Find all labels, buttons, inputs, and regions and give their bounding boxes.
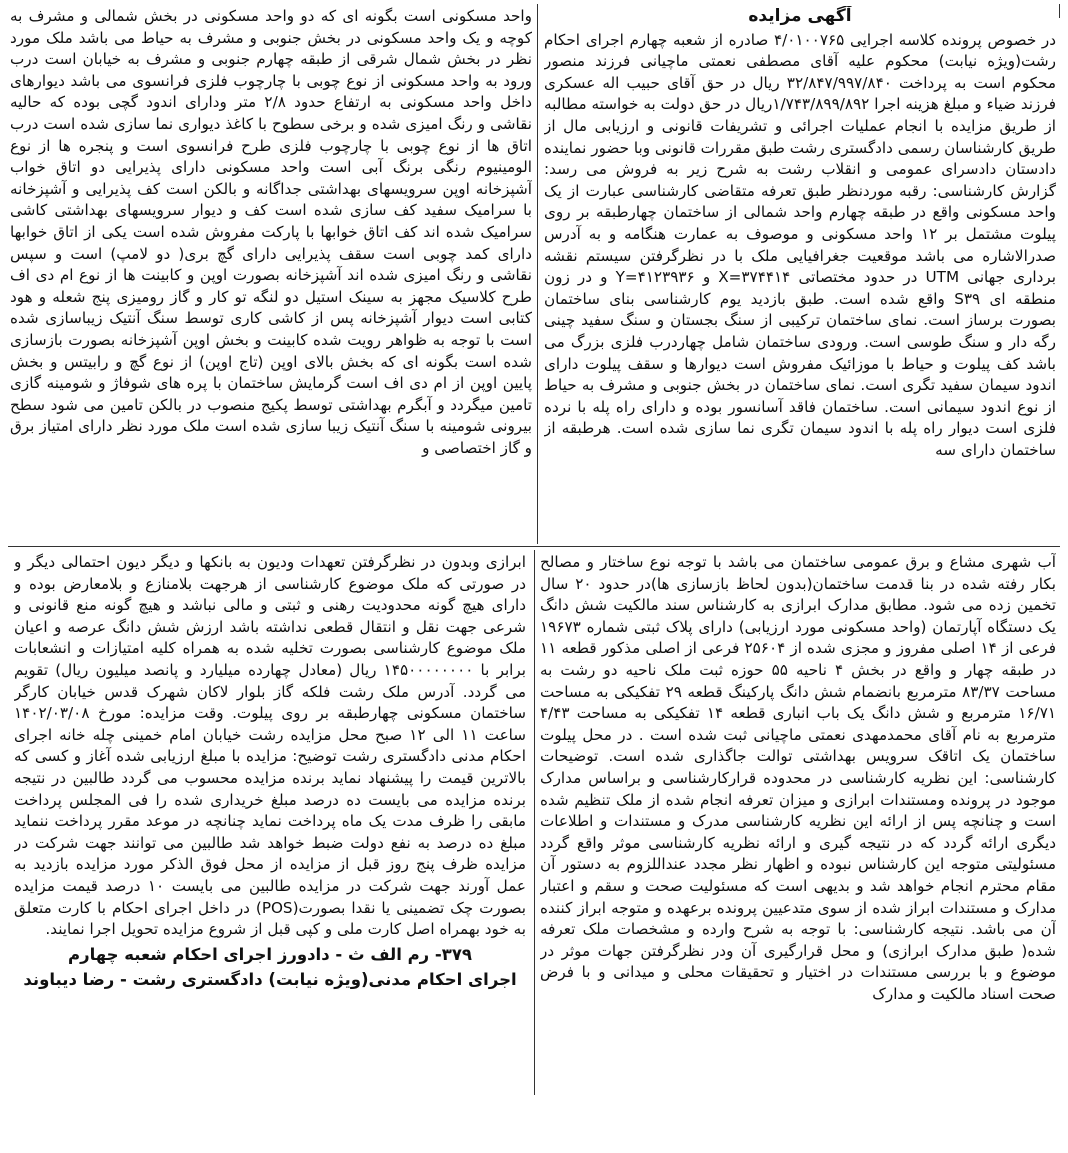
notice-intro-text: در خصوص پرونده کلاسه اجرایی ۴/۰۱۰۰۷۶۵ صادره از شعبه چهارم اجرای احکام رشت(ویژه نیابت) محکوم علیه آقای مصطفی نعمتی ماچیانی فرزند منصور محکوم است به پرداخت ۳۲/۸۴۷/۹۹۷/۸۴۰ ریال در حق آقای حبیب اله عسکری فرزند ضیاء و مبلغ هزینه اجرا ۱/۷۴۳/۸۹۹/۸۹۲ریال در حق دولت به خواسته مطالبه از طریق مزایده با انجام عملیات اجرائی و تشریفات قانونی و ارزیابی مال از طریق کارشناسان رسمی دادگستری رشت طبق مقررات قانونی وبا حضور نماینده دادستان دادسرای عمومی و انقلاب رشت به شرح زیر به فروش می رسد: گزارش کارشناسی: رقبه موردنظر طبق تعرفه متقاضی کارشناسی عبارت از یک واحد مسکونی واقع در طبقه چهارم واحد شمالی از ساختمان چهارطبقه بر روی پیلوت مشتمل بر ۱۲ واحد مسکونی و موصوف به عمارت هنگامه و به آدرس صدرالاشاره می باشد موقعیت جغرافیایی ملک با در نظرگرفتن سیستم نقشه برداری جهانی UTM در حدود مختصاتی X=۳۷۴۴۱۴ و Y=۴۱۲۳۹۳۶ و در زون منطقه ای S۳۹ واقع شده است. طبق بازدید یوم کارشناسی بنای ساختمان بصورت برساز است. نمای ساختمان ترکیبی از سنگ بجستان و سنگ سفید چینی رگه دار و سنگ طوسی است. ورودی ساختمان شامل چهاردرب فلزی بزرگ می باشد کف پیلوت و حیاط با موزائیک مفروش است دیوارها و سقف پیلوت دارای اندود سیمان سفید تگری است. نمای ساختمان در بخش جنوبی و مشرف به حیاط از نوع اندود سیمانی است. ساختمان فاقد آسانسور بوده و دارای راه پله با نرده فلزی است دیوار راه پله با اندود سیمان تگری نما سازی شده است. هرطبقه از ساختمان دارای سه xyxy=(544,30,1056,459)
property-description-text: واحد مسکونی است بگونه ای که دو واحد مسکونی در بخش شمالی و مشرف به کوچه و یک واحد مسکونی در بخش جنوبی و مشرف به حیاط می باشد ملک مورد نظر در بخش شمال شرقی از طبقه چهارم جنوبی و مشرف به خیابان است درب ورود به واحد مسکونی از نوع چوبی با چارچوب فلزی فرانسوی می باشد دیوارهای داخل واحد مسکونی به ارتفاع حدود ۲/۸ متر ودارای اندود گچی بوده که حالیه نقاشی و رنگ امیزی شده و برخی سطوح با کاغذ دیواری نما سازی شده است درب اتاق ها از نوع چوبی با چارچوب فلزی طرح فرانسوی است و پنجره ها از نوع الومینیوم رنگی برنگ آبی است واحد مسکونی دارای پذیرایی دو اتاق خواب آشپزخانه اوپن سرویسهای بهداشتی جداگانه و بالکن است کف پذیرایی و آشپزخانه با سرامیک سفید کف سازی شده است کف و دیوار سرویسهای بهداشتی کاشی سرامیک شده اند کف اتاق خوابها با پارکت مفروش شده است یکی از اتاق خوابها دارای کمد چوبی است سقف پذیرایی دارای گچ بری( دو لامپ) است و سپس نقاشی و رنگ امیزی شده اند آشپزخانه بصورت اوپن و کابینت ها از نوع ام دی اف طرح کلاسیک مجهز به سینک استیل دو لنگه تو کار و گاز رومیزی پنج شعله و هود کتابی است دیوار آشپزخانه پس از کاشی کاری توسط سنگ آنتیک زیباسازی شده است با توجه به ظواهر رویت شده کابینت و بخش اوپن آشپزخانه بصورت بازسازی شده است بگونه ای که بخش بالای اوپن (تاج اوپن) از نوع گچ و رابیتس و بخش پایین اوپن از ام دی اف است گرمایش ساختمان با پره های شوفاژ و شومینه گازی تامین میگردد و آبگرم بهداشتی توسط پکیج منصوب در بالکن تامین می شود سطح بیرونی شومینه با سنگ آنتیک زیبا سازی شده است ملک مورد نظر دارای امتیاز برق و گاز اختصاصی و xyxy=(10,7,532,457)
column-top-left xyxy=(10,6,532,544)
expert-report-text: آب شهری مشاع و برق عمومی ساختمان می باشد با توجه نوع ساختار و مصالح بکار رفته شده در بنا قدمت ساختمان(بدون لحاظ بازسازی ها)در حدود ۲۰ سال تخمین زده می شود. مطابق مدارک ابرازی به کارشناس سند مالکیت شش دانگ یک دستگاه آپارتمان (واحد مسکونی مورد ارزیابی) دارای پلاک ثبتی شماره ۱۹۶۷۳ فرعی از ۱۴ اصلی مفروز و مجزی شده از ۲۵۶۰۴ فرعی از اصلی مذکور قطعه ۱۱ در طبقه چهار و واقع در بخش ۴ ناحیه ۵۵ حوزه ثبت ملک ناحیه دو رشت به مساحت ۸۳/۳۷ مترمربع بانضمام شش دانگ پارکینگ قطعه ۲۹ تفکیکی به مساحت ۱۶/۷۱ مترمربع و شش دانگ یک باب انباری قطعه ۱۴ تفکیکی به مساحت ۴/۴۳ مترمربع به نام آقای محمدمهدی نعمتی ماچیانی ثبت شده است . در محل پیلوت ساختمان یک اتاقک سرویس بهداشتی توالت جاگذاری شده است. توضیحات کارشناسی: این نظریه کارشناسی در محدوده قرارکارشناسی و براساس مدارک موجود در پرونده ومستندات ابرازی و میزان تعرفه انجام شده از ملک تنظیم شده است و چنانچه پس از ارائه این نظریه کارشناسی مدرک و مستندات و اطلاعات دیگری ارائه گردد که در نتیجه گیری و ارائه نظریه کارشناسی موثر واقع گردد مسئولیتی متوجه این کارشناس نبوده و اظهار نظر مجدد عنداللزوم به دستور آن مقام محترم انجام خواهد شد و بدیهی است که مسئولیت صحت و سقم و اعتبار مدارک و مستندات ابراز شده از سوی متدعیین پرونده برعهده و متوجه ابراز کننده آن می باشد. نتیجه کارشناسی: با توجه به شرح وارده و مشخصات ملک تعرفه شده( طبق مدارک ابرازی) و محل قرارگیری آن ودر نظرگرفتن جهات موثر در موضوع و با بررسی مستندات در اختیار و تحقیقات محلی و میدانی و با فرض صحت اسناد مالکیت و مدارک xyxy=(540,553,1056,1003)
auction-terms-text: ابرازی وبدون در نظرگرفتن تعهدات ودیون به بانکها و دیگر دیون احتمالی دیگر و در صورتی که ملک موضوع کارشناسی از هرجهت بلامنازع و بلامعارض بوده و دارای هیچ گونه محدودیت رهنی و ثبتی و مالی نباشد و هیچ گونه منع قانونی و شرعی جهت نقل و انتقال قطعی نداشته باشد ارزش شش دانگ عرصه و اعیان ملک موضوع کارشناسی بصورت تخلیه شده به همراه کلیه امتیازات و انشعابات برابر با ۱۴۵۰۰۰۰۰۰۰۰ ریال (معادل چهارده میلیارد و پانصد میلیون ریال) تقویم می گردد. آدرس ملک رشت فلکه گاز بلوار لاکان شهرک قدس خیابان کارگر ساختمان مسکونی چهارطبقه بر روی پیلوت. وقت مزایده: مورخ ۱۴۰۲/۰۳/۰۸ ساعت ۱۱ الی ۱۲ صبح محل مزایده رشت خیابان امام خمینی چله خانه اجرای احکام مدنی دادگستری رشت توضیح: مزایده با مبلغ ارزیابی شده آغاز و کسی که بالاترین قیمت را پیشنهاد نماید برنده مزایده محسوب می گردد طالبین در نتیجه برنده مزایده می بایست ده درصد مبلغ خریداری شده را فی المجلس پرداخت مابقی را ظرف مدت یک ماه پرداخت نماید چنانچه در موعد مقرر پرداخت ننماید مبلغ ده درصد به نفع دولت ضبط خواهد شد طالبین می توانند جهت شرکت در مزایده ظرف پنج روز قبل از مزایده از محل فوق الذکر مورد مزایده بازدید به عمل آورند جهت شرکت در مزایده طالبین می بایست ۱۰ درصد قیمت مزایده بصورت چک تضمینی یا نقدا بصورت(POS) در داخل اجرای احکام با کارت متعلق به خود بهمراه اصل کارت ملی و کپی قبل از شروع مزایده تحویل اجرا نمایند. xyxy=(14,553,526,939)
section-divider xyxy=(8,546,1060,547)
auction-notice-page xyxy=(8,4,1060,1149)
notice-title: آگهی مزایده xyxy=(748,6,852,26)
column-top-right xyxy=(544,6,1056,544)
column-divider-bottom xyxy=(534,550,535,1095)
column-bottom-right xyxy=(540,552,1056,1092)
column-divider-top xyxy=(537,4,538,544)
column-bottom-left xyxy=(14,552,526,1112)
right-border-rule xyxy=(1059,4,1060,18)
signature-line-1: ۳۷۹- رم الف ث - دادورز اجرای احکام شعبه چهارم xyxy=(67,944,472,964)
signature-line-2: اجرای احکام مدنی(ویژه نیابت) دادگستری رشت - رضا دیباوند xyxy=(23,969,517,989)
